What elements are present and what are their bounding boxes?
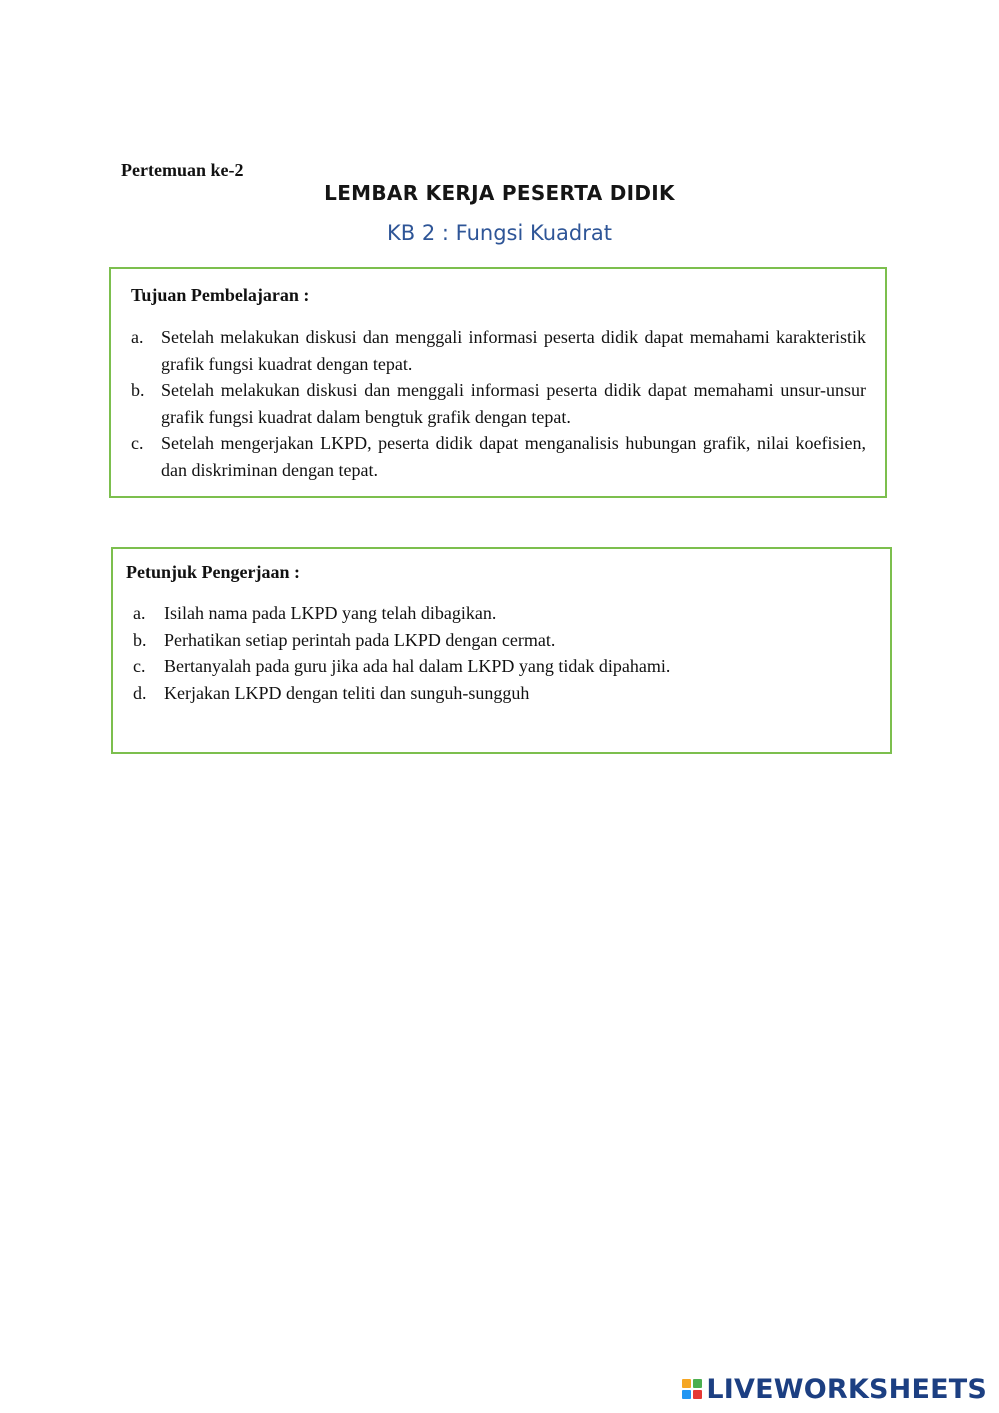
objectives-list <box>131 324 866 483</box>
objective-item <box>131 324 866 377</box>
objective-item <box>131 430 866 483</box>
instructions-list <box>133 600 873 706</box>
instruction-item <box>133 680 873 707</box>
objective-text: Setelah melakukan diskusi dan menggali informasi peserta didik dapat memahami karakteristik grafik fungsi kuadrat dengan tepat. <box>161 327 866 374</box>
brand-name: LIVEWORKSHEETS <box>706 1373 987 1405</box>
meeting-label: Pertemuan ke-2 <box>121 160 244 180</box>
instructions-heading: Petunjuk Pengerjaan : <box>126 562 300 582</box>
objectives-heading: Tujuan Pembelajaran : <box>131 285 310 305</box>
objective-text: Setelah mengerjakan LKPD, peserta didik dapat menganalisis hubungan grafik, nilai koefisien, dan diskriminan dengan tepat. <box>161 433 866 480</box>
list-marker: a. <box>131 327 144 347</box>
instruction-item <box>133 653 873 680</box>
page-subtitle: KB 2 : Fungsi Kuadrat <box>387 221 612 245</box>
instruction-text: Isilah nama pada LKPD yang telah dibagikan. <box>164 603 497 623</box>
liveworksheets-logo-icon <box>682 1379 702 1399</box>
instruction-item <box>133 627 873 654</box>
instruction-text: Perhatikan setiap perintah pada LKPD dengan cermat. <box>164 629 556 650</box>
list-marker: c. <box>131 433 144 453</box>
list-marker: b. <box>131 380 145 400</box>
page-title: LEMBAR KERJA PESERTA DIDIK <box>324 181 675 205</box>
instructions-box <box>111 547 892 754</box>
objective-text: Setelah melakukan diskusi dan menggali informasi peserta didik dapat memahami unsur-unsur grafik fungsi kuadrat dalam bengtuk grafik dengan tepat. <box>161 380 866 427</box>
list-marker: d. <box>133 682 147 703</box>
list-marker: c. <box>133 656 146 676</box>
list-marker: b. <box>133 629 147 650</box>
list-marker: a. <box>133 603 146 623</box>
liveworksheets-logo[interactable] <box>682 1372 987 1406</box>
instruction-text: Bertanyalah pada guru jika ada hal dalam LKPD yang tidak dipahami. <box>164 656 671 676</box>
instruction-item <box>133 600 873 627</box>
objectives-box <box>109 267 887 498</box>
objective-item <box>131 377 866 430</box>
instruction-text: Kerjakan LKPD dengan teliti dan sunguh-sungguh <box>164 682 530 703</box>
